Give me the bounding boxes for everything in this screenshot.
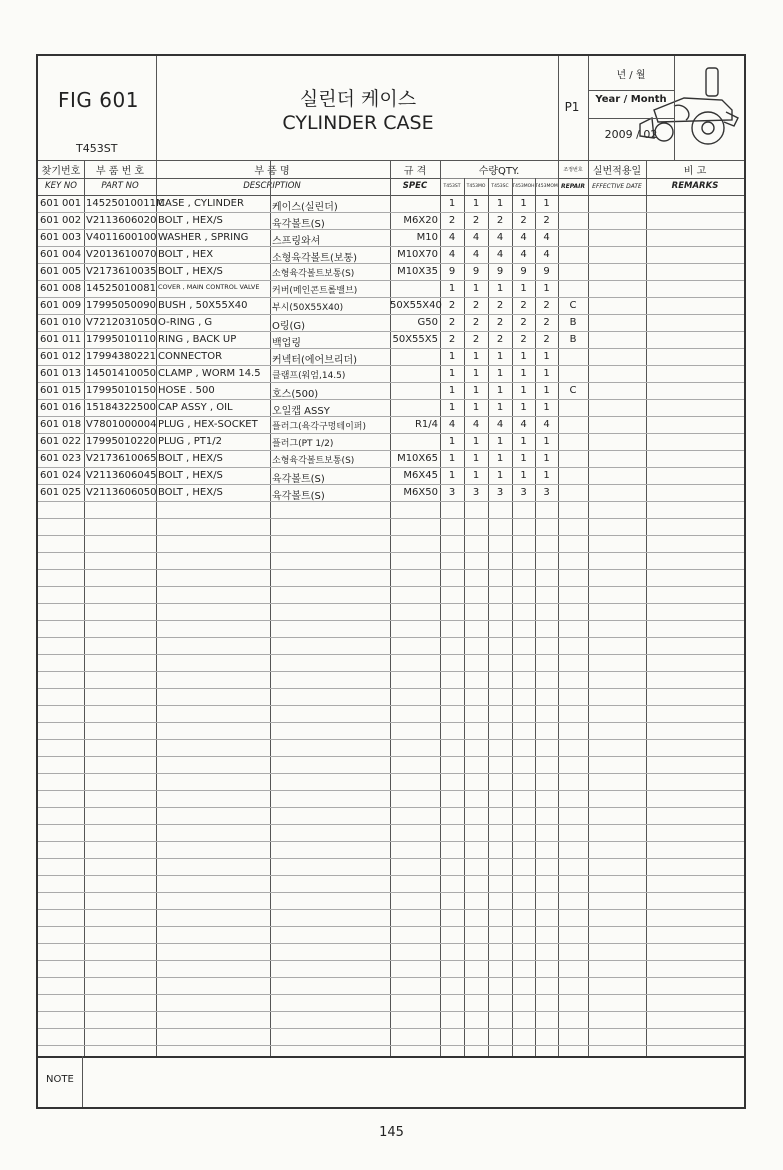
- row-divider: [38, 705, 744, 706]
- tractor-icon: [634, 62, 740, 154]
- note-label: NOTE: [46, 1074, 74, 1085]
- qty-cell: 1: [472, 453, 480, 464]
- row-divider: [38, 892, 744, 893]
- key-number-cell: 004: [62, 249, 82, 260]
- qty-cell: 1: [496, 368, 504, 379]
- description-cell: BOLT , HEX/S: [158, 215, 223, 226]
- qty-cell: 4: [448, 232, 456, 243]
- description-ko-cell: 클램프(워엄,14.5): [272, 371, 346, 381]
- spec-cell: M10X65: [397, 453, 438, 464]
- row-divider: [38, 960, 744, 961]
- qty-cell: 1: [543, 283, 550, 294]
- part-number-cell: V7801000004: [86, 419, 157, 430]
- col-qty-ko: 수량QTY.: [478, 166, 520, 177]
- qty-cell: 1: [543, 351, 550, 362]
- qty-cell: 1: [520, 470, 527, 481]
- row-divider: [38, 994, 744, 995]
- description-ko-cell: 호스(500): [272, 389, 319, 400]
- qty-cell: 1: [448, 283, 456, 294]
- col-effective-ko: 실번적용일: [592, 166, 642, 177]
- description-cell: O-RING , G: [158, 317, 213, 328]
- key-prefix-cell: 601: [40, 351, 60, 362]
- key-prefix-cell: 601: [40, 300, 60, 311]
- key-number-cell: 015: [62, 385, 82, 396]
- key-prefix-cell: 601: [40, 249, 60, 260]
- key-prefix-cell: 601: [40, 266, 60, 277]
- key-number-cell: 022: [62, 436, 82, 447]
- part-number-cell: V7212031050: [86, 317, 157, 328]
- row-divider: [38, 943, 744, 944]
- description-ko-cell: 플러그(육각구멍테이퍼): [272, 422, 366, 432]
- description-ko-cell: 커넥터(에어브리더): [272, 355, 358, 366]
- key-prefix-cell: 601: [40, 283, 60, 294]
- qty-cell: 1: [520, 436, 527, 447]
- row-divider: [38, 756, 744, 757]
- qty-cell: 4: [496, 232, 504, 243]
- table-row: [38, 247, 744, 264]
- description-ko-cell: O링(G): [272, 321, 306, 332]
- description-ko-cell: 육각볼트(S): [272, 491, 325, 502]
- table-row: [38, 485, 744, 502]
- qty-model-4: T453MOH: [512, 184, 535, 189]
- row-divider: [38, 841, 744, 842]
- qty-cell: 1: [496, 470, 504, 481]
- qty-cell: 1: [448, 198, 456, 209]
- key-number-cell: 024: [62, 470, 82, 481]
- qty-cell: 1: [543, 385, 550, 396]
- description-ko-cell: 육각볼트(S): [272, 219, 325, 230]
- row-divider: [38, 858, 744, 859]
- part-number-cell: V2113606045: [86, 470, 157, 481]
- qty-cell: 1: [496, 283, 504, 294]
- qty-cell: 1: [448, 351, 456, 362]
- part-number-cell: 17994380221: [86, 351, 156, 362]
- key-prefix-cell: 601: [40, 402, 60, 413]
- repair-cell: B: [569, 317, 577, 328]
- qty-cell: 2: [472, 317, 480, 328]
- part-number-cell: 17995010150: [86, 385, 156, 396]
- row-divider: [38, 1028, 744, 1029]
- col-desc-en: DESCRIPTION: [243, 181, 301, 191]
- qty-cell: 9: [448, 266, 456, 277]
- key-number-cell: 018: [62, 419, 82, 430]
- qty-cell: 2: [448, 300, 456, 311]
- qty-cell: 1: [543, 470, 550, 481]
- qty-cell: 1: [496, 453, 504, 464]
- qty-cell: 1: [520, 283, 527, 294]
- part-number-cell: 17995010110: [86, 334, 156, 345]
- description-cell: CASE , CYLINDER: [158, 198, 244, 209]
- key-number-cell: 009: [62, 300, 82, 311]
- row-divider: [38, 620, 744, 621]
- description-cell: CONNECTOR: [158, 351, 223, 362]
- part-number-cell: 17995050090: [86, 300, 156, 311]
- col-part-ko: 부 품 번 호: [95, 166, 145, 177]
- qty-cell: 1: [472, 351, 480, 362]
- qty-cell: 1: [520, 351, 527, 362]
- qty-model-5: T453MOM: [535, 184, 558, 189]
- spec-cell: M10X35: [397, 266, 438, 277]
- title-english: CYLINDER CASE: [282, 112, 434, 134]
- part-number-cell: 14525010011M: [86, 198, 165, 209]
- table-row: [38, 417, 744, 434]
- col-remarks-ko: 비 고: [683, 166, 707, 177]
- col-effective-en: EFFECTIVE DATE: [592, 183, 642, 190]
- part-number-cell: V2173610065: [86, 453, 157, 464]
- qty-cell: 1: [520, 385, 527, 396]
- row-divider: [38, 926, 744, 927]
- description-ko-cell: 소형육각볼트보통(S): [272, 269, 355, 279]
- qty-cell: 2: [543, 300, 550, 311]
- row-divider: [38, 535, 744, 536]
- part-number-cell: V2113606050: [86, 487, 157, 498]
- qty-cell: 1: [543, 402, 550, 413]
- qty-cell: 1: [448, 385, 456, 396]
- qty-cell: 2: [496, 317, 504, 328]
- qty-cell: 4: [448, 249, 456, 260]
- qty-cell: 1: [472, 402, 480, 413]
- row-divider: [38, 824, 744, 825]
- qty-cell: 2: [520, 300, 527, 311]
- key-prefix-cell: 601: [40, 385, 60, 396]
- key-number-cell: 013: [62, 368, 82, 379]
- row-divider: [38, 875, 744, 876]
- spec-cell: M6X20: [403, 215, 438, 226]
- description-cell: RING , BACK UP: [158, 334, 237, 345]
- qty-cell: 1: [543, 368, 550, 379]
- row-divider: [38, 586, 744, 587]
- qty-cell: 2: [496, 300, 504, 311]
- qty-cell: 1: [496, 385, 504, 396]
- description-ko-cell: 오일캡 ASSY: [272, 406, 330, 417]
- description-cell: PLUG , HEX-SOCKET: [158, 419, 258, 430]
- description-ko-cell: 백업링: [272, 338, 301, 349]
- row-divider: [38, 569, 744, 570]
- key-number-cell: 002: [62, 215, 82, 226]
- year-month-label-en: Year / Month: [595, 94, 667, 105]
- qty-cell: 1: [448, 453, 456, 464]
- description-cell: BOLT , HEX/S: [158, 470, 223, 481]
- qty-cell: 1: [472, 470, 480, 481]
- row-divider: [38, 518, 744, 519]
- qty-model-1: T453ST: [443, 184, 461, 189]
- qty-cell: 3: [448, 487, 456, 498]
- description-cell: BOLT , HEX/S: [158, 487, 223, 498]
- qty-cell: 4: [543, 419, 550, 430]
- col-repair-ko: 조정번호: [563, 167, 583, 173]
- qty-cell: 1: [496, 198, 504, 209]
- figure-number: FIG 601: [58, 88, 139, 112]
- qty-cell: 1: [472, 198, 480, 209]
- qty-cell: 2: [448, 334, 456, 345]
- year-month-value: 2009 / 02: [604, 128, 658, 141]
- qty-cell: 4: [472, 419, 480, 430]
- table-row: [38, 315, 744, 332]
- row-divider: [38, 671, 744, 672]
- part-number-cell: 14501410050: [86, 368, 156, 379]
- qty-cell: 1: [496, 436, 504, 447]
- qty-cell: 2: [472, 334, 480, 345]
- col-desc-ko: 부 품 명: [254, 166, 290, 177]
- qty-cell: 1: [472, 368, 480, 379]
- qty-cell: 4: [496, 249, 504, 260]
- col-remarks-en: REMARKS: [671, 181, 719, 191]
- qty-cell: 4: [496, 419, 504, 430]
- description-cell: BOLT , HEX/S: [158, 266, 223, 277]
- key-prefix-cell: 601: [40, 419, 60, 430]
- description-ko-cell: 소형육각볼트(보통): [272, 253, 358, 264]
- table-row: [38, 213, 744, 230]
- qty-cell: 1: [543, 436, 550, 447]
- description-ko-cell: 커버(메인콘트롤밸브): [272, 286, 358, 296]
- key-number-cell: 025: [62, 487, 82, 498]
- qty-cell: 3: [520, 487, 527, 498]
- key-prefix-cell: 601: [40, 232, 60, 243]
- description-ko-cell: 플러그(PT 1/2): [272, 439, 334, 449]
- qty-cell: 1: [543, 453, 550, 464]
- part-number-cell: V4011600100: [86, 232, 157, 243]
- qty-cell: 1: [520, 402, 527, 413]
- qty-cell: 1: [472, 283, 480, 294]
- qty-cell: 1: [520, 453, 527, 464]
- description-cell: CAP ASSY , OIL: [158, 402, 233, 413]
- description-cell: PLUG , PT1/2: [158, 436, 222, 447]
- key-number-cell: 016: [62, 402, 82, 413]
- row-divider: [38, 909, 744, 910]
- qty-cell: 4: [520, 419, 527, 430]
- row-divider: [38, 654, 744, 655]
- spec-cell: M6X50: [403, 487, 438, 498]
- qty-cell: 4: [472, 232, 480, 243]
- description-cell: BUSH , 50X55X40: [158, 300, 248, 311]
- key-prefix-cell: 601: [40, 436, 60, 447]
- qty-cell: 3: [496, 487, 504, 498]
- col-repair-en: REPAIR: [560, 183, 586, 190]
- page-code: P1: [564, 100, 580, 114]
- description-cell: BOLT , HEX: [158, 249, 214, 260]
- table-row: [38, 281, 744, 298]
- col-key-en: KEY NO: [45, 181, 77, 191]
- qty-cell: 2: [448, 317, 456, 328]
- table-row: [38, 451, 744, 468]
- title-korean: 실린더 케이스: [299, 88, 417, 110]
- key-number-cell: 012: [62, 351, 82, 362]
- table-row: [38, 383, 744, 400]
- row-divider: [38, 739, 744, 740]
- qty-cell: 2: [520, 334, 527, 345]
- qty-cell: 2: [472, 300, 480, 311]
- row-divider: [38, 1045, 744, 1046]
- qty-cell: 2: [520, 215, 527, 226]
- qty-cell: 2: [543, 334, 550, 345]
- col-spec-ko: 규 격: [403, 166, 427, 177]
- parts-sheet-frame: [36, 54, 746, 1109]
- description-ko-cell: 육각볼트(S): [272, 474, 325, 485]
- row-divider: [38, 722, 744, 723]
- table-row: [38, 349, 744, 366]
- row-divider: [38, 773, 744, 774]
- row-divider: [38, 977, 744, 978]
- page-number: 145: [379, 1125, 404, 1140]
- key-number-cell: 023: [62, 453, 82, 464]
- qty-cell: 1: [448, 368, 456, 379]
- key-prefix-cell: 601: [40, 198, 60, 209]
- spec-cell: M6X45: [403, 470, 438, 481]
- spec-cell: M10X70: [397, 249, 438, 260]
- spec-cell: R1/4: [414, 419, 438, 430]
- key-number-cell: 001: [62, 198, 82, 209]
- qty-model-3: T453SC: [491, 184, 509, 189]
- spec-cell: G50: [417, 317, 438, 328]
- table-row: [38, 434, 744, 451]
- qty-cell: 1: [520, 198, 527, 209]
- table-row: [38, 332, 744, 349]
- qty-cell: 2: [496, 334, 504, 345]
- qty-cell: 3: [543, 487, 550, 498]
- table-row: [38, 196, 744, 213]
- qty-cell: 4: [448, 419, 456, 430]
- part-number-cell: V2113606020: [86, 215, 157, 226]
- key-prefix-cell: 601: [40, 334, 60, 345]
- row-divider: [38, 1011, 744, 1012]
- key-number-cell: 011: [62, 334, 82, 345]
- qty-cell: 4: [472, 249, 480, 260]
- qty-cell: 2: [543, 215, 550, 226]
- key-prefix-cell: 601: [40, 368, 60, 379]
- col-key-ko: 찾기번호: [41, 166, 81, 177]
- qty-cell: 2: [520, 317, 527, 328]
- description-cell: BOLT , HEX/S: [158, 453, 223, 464]
- part-number-cell: V2173610035: [86, 266, 157, 277]
- table-row: [38, 468, 744, 485]
- table-row: [38, 230, 744, 247]
- qty-cell: 1: [472, 385, 480, 396]
- col-spec-en: SPEC: [402, 181, 428, 191]
- qty-cell: 1: [496, 402, 504, 413]
- year-month-label-ko: 년 / 월: [616, 70, 646, 81]
- qty-cell: 2: [448, 215, 456, 226]
- spec-cell: 50X55X5: [392, 334, 438, 345]
- qty-cell: 1: [448, 436, 456, 447]
- qty-model-2: T453MO: [466, 184, 486, 189]
- description-ko-cell: 부시(50X55X40): [272, 303, 344, 313]
- part-number-cell: 14525010081: [86, 283, 156, 294]
- description-ko-cell: 스프링와셔: [272, 236, 321, 247]
- key-number-cell: 010: [62, 317, 82, 328]
- qty-cell: 2: [472, 215, 480, 226]
- row-divider: [38, 688, 744, 689]
- table-row: [38, 366, 744, 383]
- table-row: [38, 400, 744, 417]
- qty-cell: 9: [543, 266, 550, 277]
- model-code: T453ST: [76, 142, 118, 155]
- qty-cell: 9: [496, 266, 504, 277]
- description-ko-cell: 케이스(실린더): [272, 202, 338, 213]
- qty-cell: 1: [448, 402, 456, 413]
- row-divider: [38, 790, 744, 791]
- description-cell: CLAMP , WORM 14.5: [158, 368, 261, 379]
- qty-cell: 1: [496, 351, 504, 362]
- key-number-cell: 005: [62, 266, 82, 277]
- qty-cell: 9: [520, 266, 527, 277]
- qty-cell: 1: [543, 198, 550, 209]
- description-ko-cell: 소형육각볼트보통(S): [272, 456, 355, 466]
- repair-cell: C: [569, 385, 577, 396]
- qty-cell: 2: [496, 215, 504, 226]
- repair-cell: C: [569, 300, 577, 311]
- key-prefix-cell: 601: [40, 470, 60, 481]
- qty-cell: 9: [472, 266, 480, 277]
- qty-cell: 4: [543, 249, 550, 260]
- description-cell: COVER , MAIN CONTROL VALVE: [158, 283, 260, 291]
- row-divider: [38, 807, 744, 808]
- qty-cell: 3: [472, 487, 480, 498]
- qty-cell: 4: [520, 249, 527, 260]
- spec-cell: 50X55X40: [390, 300, 442, 311]
- key-prefix-cell: 601: [40, 453, 60, 464]
- key-prefix-cell: 601: [40, 317, 60, 328]
- key-number-cell: 008: [62, 283, 82, 294]
- part-number-cell: 17995010220: [86, 436, 156, 447]
- part-number-cell: 15184322500: [86, 402, 156, 413]
- row-divider: [38, 552, 744, 553]
- key-prefix-cell: 601: [40, 487, 60, 498]
- key-number-cell: 003: [62, 232, 82, 243]
- part-number-cell: V2013610070: [86, 249, 157, 260]
- description-cell: WASHER , SPRING: [158, 232, 249, 243]
- qty-cell: 4: [520, 232, 527, 243]
- col-part-en: PART NO: [101, 181, 139, 191]
- qty-cell: 1: [520, 368, 527, 379]
- row-divider: [38, 603, 744, 604]
- spec-cell: M10: [416, 232, 438, 243]
- table-row: [38, 298, 744, 315]
- key-prefix-cell: 601: [40, 215, 60, 226]
- row-divider: [38, 637, 744, 638]
- qty-cell: 4: [543, 232, 550, 243]
- table-row: [38, 264, 744, 281]
- repair-cell: B: [569, 334, 577, 345]
- qty-cell: 2: [543, 317, 550, 328]
- qty-cell: 1: [472, 436, 480, 447]
- qty-cell: 1: [448, 470, 456, 481]
- description-cell: HOSE . 500: [158, 385, 215, 396]
